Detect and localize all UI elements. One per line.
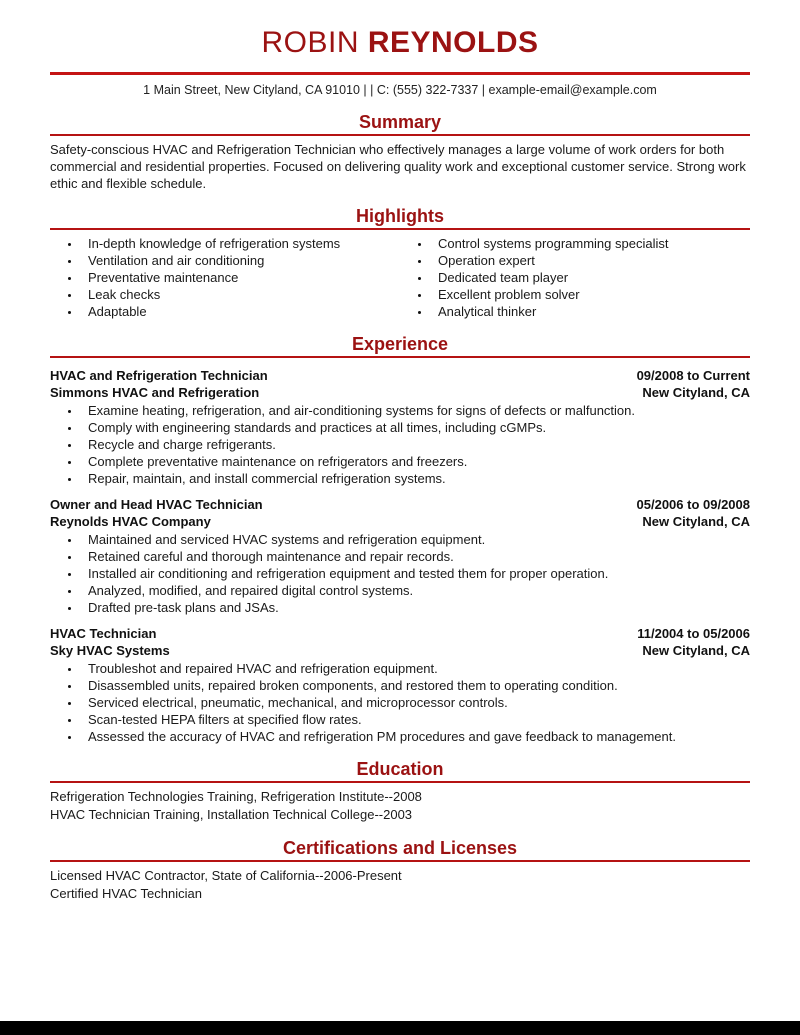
bullet-item: • Examine heating, refrigeration, and air-conditioning systems for signs of defects or malfunction. (81, 402, 750, 419)
bullet-item: • Scan-tested HEPA filters at specified flow rates. (81, 711, 750, 728)
bullet-item: • Dedicated team player (431, 269, 750, 286)
name-last: REYNOLDS (367, 26, 539, 59)
education-line: HVAC Technician Training, Installation Technical College--2003 (50, 807, 413, 822)
certification-line: Certified HVAC Technician (50, 886, 202, 901)
job-dates: 11/2004 to 05/2006 (637, 626, 750, 641)
bullet-item: • In-depth knowledge of refrigeration systems (81, 235, 400, 252)
bullet-item: • Troubleshot and repaired HVAC and refrigeration equipment. (81, 660, 750, 677)
bullet-item: • Maintained and serviced HVAC systems and refrigeration equipment. (81, 531, 750, 548)
education-lines (50, 788, 750, 824)
bullet-item: • Installed air conditioning and refrigeration equipment and tested them for proper operation. (81, 565, 750, 582)
bullet-item: • Assessed the accuracy of HVAC and refrigeration PM procedures and gave feedback to management. (81, 728, 750, 745)
bullet-item: • Excellent problem solver (431, 286, 750, 303)
highlights-list-right (400, 235, 750, 320)
bullet-item: • Analyzed, modified, and repaired digital control systems. (81, 582, 750, 599)
job-title-row (50, 496, 750, 513)
bullet-item: • Complete preventative maintenance on refrigerators and freezers. (81, 453, 750, 470)
job-entry-3 (50, 625, 750, 745)
bullet-item: • Disassembled units, repaired broken components, and restored them to operating condition. (81, 677, 750, 694)
certifications-heading: Certifications and Licenses (50, 838, 750, 862)
page-title (50, 26, 750, 60)
education-line: Refrigeration Technologies Training, Refrigeration Institute--2008 (50, 789, 422, 804)
highlights-columns (50, 235, 750, 320)
summary-text: Safety-conscious HVAC and Refrigeration Technician who effectively manages a large volume of work orders for both commercial and residential properties. Focused on delivering quality work and exceptional customer service. Strong work ethic and flexible schedule. (50, 142, 746, 191)
job-title: HVAC and Refrigeration Technician (50, 368, 268, 383)
job-entry-1 (50, 367, 750, 487)
job-company: Sky HVAC Systems (50, 643, 170, 658)
job-bullets (50, 402, 750, 487)
bullet-item: • Control systems programming specialist (431, 235, 750, 252)
bullet-item: • Serviced electrical, pneumatic, mechanical, and microprocessor controls. (81, 694, 750, 711)
bullet-item: • Recycle and charge refrigerants. (81, 436, 750, 453)
certification-lines (50, 867, 750, 903)
job-company-row (50, 384, 750, 401)
bullet-item: • Preventative maintenance (81, 269, 400, 286)
bullet-item: • Operation expert (431, 252, 750, 269)
job-location: New Cityland, CA (642, 514, 750, 529)
job-dates: 09/2008 to Current (636, 368, 750, 383)
job-title-row (50, 367, 750, 384)
bullet-item: • Comply with engineering standards and practices at all times, including cGMPs. (81, 419, 750, 436)
bullet-item: • Repair, maintain, and install commercial refrigeration systems. (81, 470, 750, 487)
job-dates: 05/2006 to 09/2008 (636, 497, 750, 512)
section-experience (50, 334, 750, 745)
job-title: Owner and Head HVAC Technician (50, 497, 263, 512)
job-company-row (50, 513, 750, 530)
name-first: ROBIN (261, 26, 359, 59)
bullet-item: • Adaptable (81, 303, 400, 320)
job-location: New Cityland, CA (642, 385, 750, 400)
job-bullets (50, 660, 750, 745)
job-company: Simmons HVAC and Refrigeration (50, 385, 260, 400)
job-entry-2 (50, 496, 750, 616)
job-location: New Cityland, CA (642, 643, 750, 658)
job-company: Reynolds HVAC Company (50, 514, 211, 529)
section-summary (50, 112, 750, 192)
bullet-item: • Leak checks (81, 286, 400, 303)
job-title-row (50, 625, 750, 642)
section-highlights (50, 206, 750, 320)
header-divider (50, 72, 750, 75)
highlights-heading: Highlights (50, 206, 750, 230)
bullet-item: • Retained careful and thorough maintenance and repair records. (81, 548, 750, 565)
footer-bar (0, 1021, 800, 1035)
contact-line: 1 Main Street, New Cityland, CA 91010 | | C: (555) 322-7337 | example-email@example.com (143, 83, 657, 97)
job-title: HVAC Technician (50, 626, 157, 641)
certification-line: Licensed HVAC Contractor, State of California--2006-Present (50, 868, 402, 883)
section-education (50, 759, 750, 824)
bullet-item: • Drafted pre-task plans and JSAs. (81, 599, 750, 616)
summary-heading: Summary (50, 112, 750, 136)
highlights-list-left (50, 235, 400, 320)
experience-heading: Experience (50, 334, 750, 358)
job-bullets (50, 531, 750, 616)
bullet-item: • Analytical thinker (431, 303, 750, 320)
bullet-item: • Ventilation and air conditioning (81, 252, 400, 269)
education-heading: Education (50, 759, 750, 783)
section-certifications (50, 838, 750, 903)
job-company-row (50, 642, 750, 659)
